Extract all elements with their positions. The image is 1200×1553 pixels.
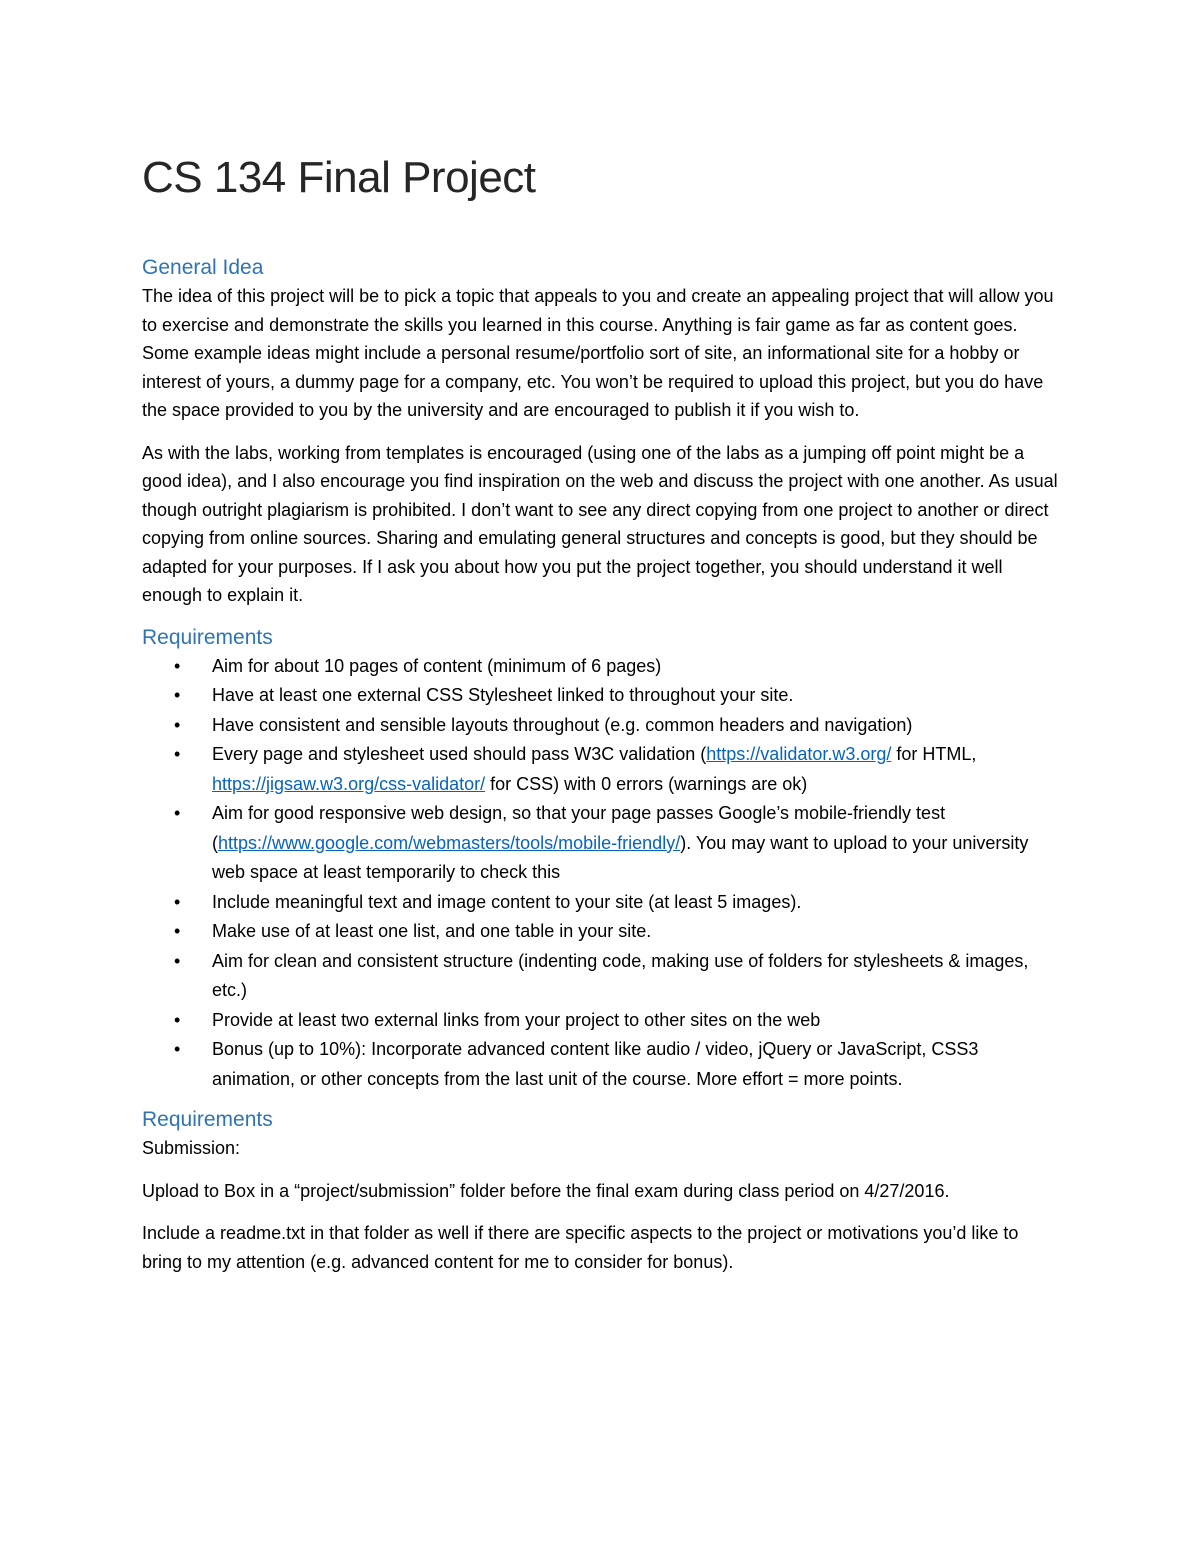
list-item: • Have consistent and sensible layouts throughout (e.g. common headers and navigation) [142,711,1062,741]
bullet-icon: • [174,744,181,764]
general-idea-paragraph-1: The idea of this project will be to pick a topic that appeals to you and create an appealing project that will allow you to exercise and demonstrate the skills you learned in this course. Anything is fair game as far as content goes. Some example ideas might include a personal resume/portfolio sort of site, an informational site for a hobby or interest of yours, a dummy page for a company, etc. You won’t be required to upload this project, but you do have the space provided to you by the university and are encouraged to publish it if you wish to. [142,286,1054,420]
general-idea-heading: General Idea [142,256,264,279]
submission-label: Submission: [142,1138,241,1158]
bullet-icon: • [174,655,181,676]
list-item: • Aim for clean and consistent structure (indenting code, making use of folders for stylesheets & images, etc.) [142,947,1062,1006]
list-item: • Aim for about 10 pages of content (minimum of 6 pages) [142,652,1062,682]
css-validator-link[interactable]: https://jigsaw.w3.org/css-validator/ [212,773,486,794]
bullet-icon: • [174,921,181,941]
bullet-icon: • [174,685,181,705]
list-item: • Bonus (up to 10%): Incorporate advanced content like audio / video, jQuery or JavaScript, CSS3 animation, or other concepts from the last unit of the course. More effort = more points. [142,1035,1062,1094]
mobile-friendly-test-link[interactable]: https://www.google.com/webmasters/tools/mobile-friendly/ [218,832,681,853]
list-item: • Have at least one external CSS Stylesheet linked to throughout your site. [142,681,1062,711]
list-item-validation: • Every page and stylesheet used should pass W3C validation (https://validator.w3.org/ for HTML, https://jigsaw.w3.org/css-validator/ for CSS) with 0 errors (warnings are ok) [142,740,1062,799]
document-page [142,148,1062,1276]
bullet-icon: • [174,803,181,823]
bullet-icon: • [174,1009,181,1030]
document-title: CS 134 Final Project [142,153,536,202]
bullet-icon: • [174,891,181,912]
bullet-icon: • [174,950,181,971]
bullet-icon: • [174,714,181,735]
bullet-icon: • [174,1039,181,1059]
submission-heading: Requirements [142,1108,273,1131]
list-item: • Provide at least two external links from your project to other sites on the web [142,1006,1062,1036]
requirements-heading: Requirements [142,625,273,649]
general-idea-paragraph-2: As with the labs, working from templates is encouraged (using one of the labs as a jumping off point might be a good idea), and I also encourage you find inspiration on the web and discuss the project with one another. As usual though outright plagiarism is prohibited. I don’t want to see any direct copying from one project to another or direct copying from online sources. Sharing and emulating general structures and concepts is good, but they should be adapted for your purposes. If I ask you about how you put the project together, you should understand it well enough to explain it. [142,442,1058,605]
validator-link[interactable]: https://validator.w3.org/ [706,744,892,764]
requirements-list [142,652,1062,1095]
submission-paragraph-2: Include a readme.txt in that folder as well if there are specific aspects to the project or motivations you’d like to bring to my attention (e.g. advanced content for me to consider for bonus). [142,1223,1019,1272]
list-item-responsive: • Aim for good responsive web design, so that your page passes Google’s mobile-friendly test (https://www.google.com/webmasters/tools/mobile-friendly/). You may want to upload to your university web space at least temporarily to check this [142,799,1062,888]
list-item: • Include meaningful text and image content to your site (at least 5 images). [142,888,1062,918]
submission-paragraph-1: Upload to Box in a “project/submission” folder before the final exam during class period on 4/27/2016. [142,1180,950,1201]
list-item: • Make use of at least one list, and one table in your site. [142,917,1062,947]
